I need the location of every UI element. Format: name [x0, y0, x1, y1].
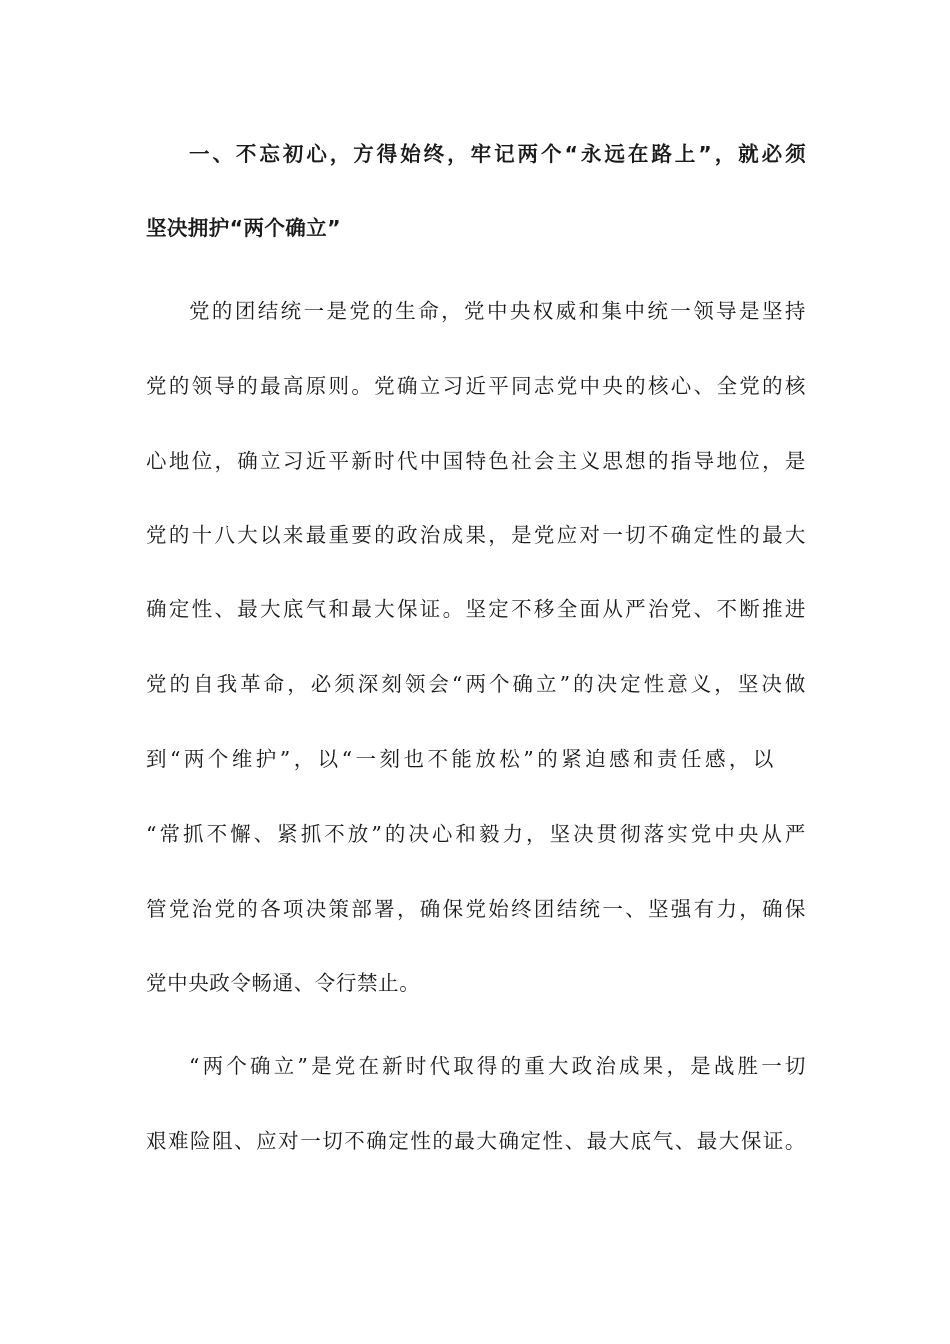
paragraph-1-line-10: 党中央政令畅通、令行禁止。	[146, 971, 421, 995]
paragraph-1-line-5: 确定性、最大底气和最大保证。坚定不移全面从严治党、不断推进	[146, 597, 806, 621]
paragraph-1-line-7: 到“两个维护”，以“一刻也不能放松”的紧迫感和责任感，以	[146, 747, 774, 771]
paragraph-1-line-2: 党的领导的最高原则。党确立习近平同志党中央的核心、全党的核	[146, 374, 806, 398]
paragraph-1-line-4: 党的十八大以来最重要的政治成果，是党应对一切不确定性的最大	[146, 523, 806, 547]
heading-line-1: 一、不忘初心，方得始终，牢记两个“永远在路上”，就必须	[189, 142, 806, 166]
paragraph-1-line-1: 党的团结统一是党的生命，党中央权威和集中统一领导是坚持	[189, 299, 806, 323]
paragraph-1-line-3: 心地位，确立习近平新时代中国特色社会主义思想的指导地位，是	[146, 449, 806, 473]
paragraph-1-line-9: 管党治党的各项决策部署，确保党始终团结统一、坚强有力，确保	[146, 897, 806, 921]
paragraph-2-line-2: 艰难险阻、应对一切不确定性的最大确定性、最大底气、最大保证。	[146, 1129, 806, 1153]
paragraph-1-line-8: “常抓不懈、紧抓不放”的决心和毅力，坚决贯彻落实党中央从严	[146, 822, 806, 846]
paragraph-2-line-1: “两个确立”是党在新时代取得的重大政治成果，是战胜一切	[189, 1054, 806, 1078]
heading-line-2: 坚决拥护“两个确立”	[146, 216, 341, 240]
paragraph-1-line-6: 党的自我革命，必须深刻领会“两个确立”的决定性意义，坚决做	[146, 672, 806, 696]
